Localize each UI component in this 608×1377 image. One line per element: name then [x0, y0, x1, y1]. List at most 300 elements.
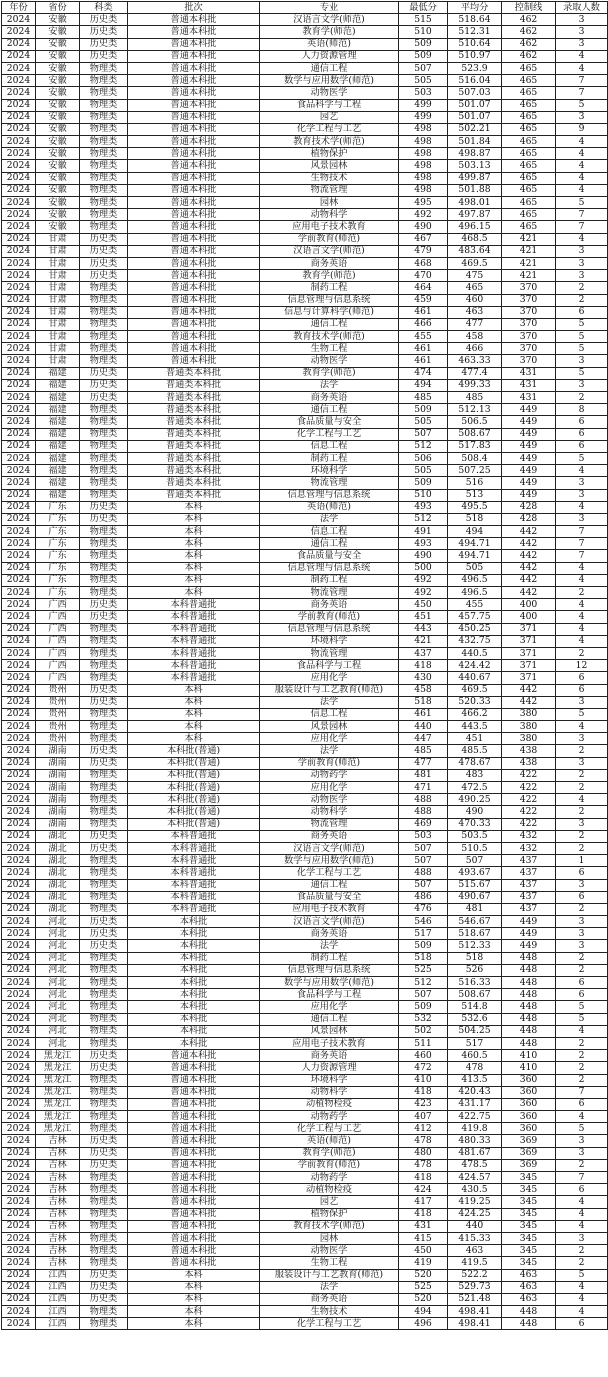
cell-province: 广西	[36, 599, 80, 611]
cell-major: 商务英语	[260, 830, 399, 842]
cell-subject-type: 物理类	[80, 1172, 128, 1184]
cell-major: 园林	[260, 1232, 399, 1244]
cell-major: 化学工程与工艺	[260, 1318, 399, 1330]
cell-admitted-count: 3	[556, 477, 608, 489]
cell-major: 信息与计算科学(师范)	[260, 306, 399, 318]
cell-batch: 普通本科批	[128, 209, 260, 221]
cell-year: 2024	[2, 38, 36, 50]
cell-year: 2024	[2, 1293, 36, 1305]
cell-province: 安徽	[36, 221, 80, 233]
cell-avg-score: 523.9	[448, 62, 502, 74]
cell-batch: 普通类本科批	[128, 367, 260, 379]
cell-admitted-count: 5	[556, 197, 608, 209]
cell-year: 2024	[2, 355, 36, 367]
cell-min-score: 517	[399, 928, 448, 940]
cell-avg-score: 504.25	[448, 1025, 502, 1037]
table-row	[2, 1050, 608, 1062]
cell-admitted-count: 3	[556, 928, 608, 940]
cell-admitted-count: 5	[556, 343, 608, 355]
cell-avg-score: 508.4	[448, 452, 502, 464]
cell-year: 2024	[2, 550, 36, 562]
cell-major: 动植物检疫	[260, 1098, 399, 1110]
cell-min-score: 421	[399, 635, 448, 647]
cell-min-score: 507	[399, 855, 448, 867]
cell-min-score: 469	[399, 818, 448, 830]
cell-min-score: 510	[399, 489, 448, 501]
cell-min-score: 418	[399, 1086, 448, 1098]
cell-control-line: 370	[502, 331, 556, 343]
cell-year: 2024	[2, 331, 36, 343]
cell-batch: 普通本科批	[128, 1135, 260, 1147]
cell-major: 英语(师范)	[260, 501, 399, 513]
cell-year: 2024	[2, 465, 36, 477]
cell-subject-type: 物理类	[80, 416, 128, 428]
cell-min-score: 525	[399, 1281, 448, 1293]
cell-min-score: 407	[399, 1111, 448, 1123]
cell-major: 物流管理	[260, 647, 399, 659]
cell-min-score: 479	[399, 245, 448, 257]
cell-province: 吉林	[36, 1208, 80, 1220]
cell-control-line: 438	[502, 757, 556, 769]
cell-control-line: 465	[502, 123, 556, 135]
cell-province: 广西	[36, 672, 80, 684]
cell-admitted-count: 2	[556, 842, 608, 854]
cell-admitted-count: 5	[556, 452, 608, 464]
cell-admitted-count: 6	[556, 867, 608, 879]
cell-avg-score: 497.87	[448, 209, 502, 221]
cell-year: 2024	[2, 1135, 36, 1147]
table-row	[2, 721, 608, 733]
cell-avg-score: 480.33	[448, 1135, 502, 1147]
cell-avg-score: 413.5	[448, 1074, 502, 1086]
cell-batch: 普通本科批	[128, 270, 260, 282]
cell-subject-type: 物理类	[80, 1196, 128, 1208]
cell-avg-score: 513	[448, 489, 502, 501]
cell-subject-type: 历史类	[80, 38, 128, 50]
cell-min-score: 431	[399, 1220, 448, 1232]
cell-subject-type: 历史类	[80, 684, 128, 696]
cell-admitted-count: 5	[556, 331, 608, 343]
cell-year: 2024	[2, 891, 36, 903]
cell-subject-type: 物理类	[80, 733, 128, 745]
cell-batch: 普通本科批	[128, 1111, 260, 1123]
cell-subject-type: 物理类	[80, 769, 128, 781]
cell-year: 2024	[2, 684, 36, 696]
cell-year: 2024	[2, 416, 36, 428]
table-row	[2, 392, 608, 404]
cell-year: 2024	[2, 1184, 36, 1196]
cell-year: 2024	[2, 1306, 36, 1318]
cell-min-score: 488	[399, 867, 448, 879]
cell-year: 2024	[2, 1050, 36, 1062]
cell-control-line: 360	[502, 1086, 556, 1098]
cell-batch: 普通本科批	[128, 160, 260, 172]
cell-province: 甘肃	[36, 294, 80, 306]
cell-major: 应用电子技术教育	[260, 1037, 399, 1049]
cell-major: 数学与应用数学(师范)	[260, 75, 399, 87]
table-row	[2, 379, 608, 391]
cell-province: 安徽	[36, 62, 80, 74]
cell-subject-type: 物理类	[80, 221, 128, 233]
cell-avg-score: 518	[448, 952, 502, 964]
cell-year: 2024	[2, 1013, 36, 1025]
cell-subject-type: 物理类	[80, 526, 128, 538]
cell-avg-score: 470.33	[448, 818, 502, 830]
cell-control-line: 370	[502, 355, 556, 367]
table-row	[2, 928, 608, 940]
table-row	[2, 1025, 608, 1037]
cell-province: 黑龙江	[36, 1123, 80, 1135]
cell-avg-score: 490	[448, 806, 502, 818]
cell-year: 2024	[2, 197, 36, 209]
cell-admitted-count: 2	[556, 1037, 608, 1049]
cell-subject-type: 历史类	[80, 14, 128, 26]
cell-province: 福建	[36, 452, 80, 464]
table-row	[2, 50, 608, 62]
cell-province: 安徽	[36, 111, 80, 123]
cell-batch: 普通本科批	[128, 26, 260, 38]
cell-min-score: 498	[399, 136, 448, 148]
table-row	[2, 270, 608, 282]
cell-subject-type: 物理类	[80, 404, 128, 416]
cell-min-score: 418	[399, 1172, 448, 1184]
cell-avg-score: 501.07	[448, 111, 502, 123]
cell-admitted-count: 4	[556, 1111, 608, 1123]
cell-avg-score: 512.33	[448, 940, 502, 952]
cell-avg-score: 499.33	[448, 379, 502, 391]
cell-control-line: 448	[502, 1318, 556, 1330]
cell-avg-score: 517	[448, 1037, 502, 1049]
table-row	[2, 1111, 608, 1123]
table-row	[2, 1159, 608, 1171]
cell-control-line: 449	[502, 940, 556, 952]
cell-admitted-count: 2	[556, 1050, 608, 1062]
cell-batch: 普通本科批	[128, 111, 260, 123]
cell-batch: 普通本科批	[128, 1245, 260, 1257]
cell-control-line: 465	[502, 172, 556, 184]
cell-subject-type: 物理类	[80, 635, 128, 647]
cell-subject-type: 物理类	[80, 964, 128, 976]
cell-avg-score: 508.67	[448, 989, 502, 1001]
cell-control-line: 345	[502, 1232, 556, 1244]
cell-major: 数学与应用数学(师范)	[260, 977, 399, 989]
cell-subject-type: 历史类	[80, 830, 128, 842]
cell-avg-score: 507.25	[448, 465, 502, 477]
cell-control-line: 463	[502, 1281, 556, 1293]
cell-major: 法学	[260, 940, 399, 952]
cell-admitted-count: 4	[556, 233, 608, 245]
cell-subject-type: 物理类	[80, 87, 128, 99]
cell-control-line: 410	[502, 1050, 556, 1062]
cell-batch: 本科批	[128, 1001, 260, 1013]
cell-year: 2024	[2, 745, 36, 757]
table-row	[2, 75, 608, 87]
cell-control-line: 369	[502, 1135, 556, 1147]
cell-admitted-count: 6	[556, 1318, 608, 1330]
cell-subject-type: 历史类	[80, 842, 128, 854]
cell-control-line: 345	[502, 1245, 556, 1257]
cell-year: 2024	[2, 87, 36, 99]
table-row	[2, 1123, 608, 1135]
cell-min-score: 494	[399, 1306, 448, 1318]
cell-control-line: 442	[502, 696, 556, 708]
cell-control-line: 380	[502, 708, 556, 720]
cell-admitted-count: 5	[556, 1269, 608, 1281]
cell-province: 吉林	[36, 1159, 80, 1171]
table-row	[2, 879, 608, 891]
cell-admitted-count: 4	[556, 501, 608, 513]
cell-subject-type: 物理类	[80, 891, 128, 903]
cell-control-line: 448	[502, 964, 556, 976]
cell-batch: 普通本科批	[128, 14, 260, 26]
cell-major: 商务英语	[260, 1050, 399, 1062]
cell-admitted-count: 7	[556, 87, 608, 99]
cell-province: 黑龙江	[36, 1098, 80, 1110]
cell-year: 2024	[2, 1232, 36, 1244]
table-row	[2, 221, 608, 233]
cell-batch: 普通本科批	[128, 331, 260, 343]
cell-admitted-count: 8	[556, 404, 608, 416]
cell-admitted-count: 5	[556, 708, 608, 720]
cell-major: 通信工程	[260, 318, 399, 330]
cell-avg-score: 507.03	[448, 87, 502, 99]
cell-avg-score: 496.5	[448, 587, 502, 599]
cell-avg-score: 503.5	[448, 830, 502, 842]
cell-control-line: 345	[502, 1220, 556, 1232]
cell-min-score: 492	[399, 209, 448, 221]
cell-avg-score: 490.25	[448, 794, 502, 806]
cell-min-score: 495	[399, 197, 448, 209]
cell-admitted-count: 4	[556, 172, 608, 184]
cell-province: 安徽	[36, 148, 80, 160]
cell-control-line: 345	[502, 1208, 556, 1220]
cell-year: 2024	[2, 818, 36, 830]
cell-admitted-count: 7	[556, 209, 608, 221]
cell-admitted-count: 3	[556, 257, 608, 269]
cell-province: 河北	[36, 1037, 80, 1049]
table-row	[2, 733, 608, 745]
table-row	[2, 684, 608, 696]
cell-subject-type: 物理类	[80, 282, 128, 294]
cell-min-score: 430	[399, 672, 448, 684]
cell-control-line: 431	[502, 379, 556, 391]
header-subject-type: 科类	[80, 2, 128, 14]
cell-avg-score: 496.5	[448, 574, 502, 586]
cell-min-score: 410	[399, 1074, 448, 1086]
cell-major: 通信工程	[260, 538, 399, 550]
cell-batch: 普通本科批	[128, 1184, 260, 1196]
cell-batch: 本科	[128, 562, 260, 574]
cell-province: 贵州	[36, 696, 80, 708]
table-row	[2, 331, 608, 343]
cell-min-score: 472	[399, 1062, 448, 1074]
cell-subject-type: 物理类	[80, 148, 128, 160]
table-row	[2, 1074, 608, 1086]
cell-admitted-count: 3	[556, 1232, 608, 1244]
cell-batch: 普通类本科批	[128, 392, 260, 404]
cell-batch: 本科普通批	[128, 599, 260, 611]
table-row	[2, 197, 608, 209]
cell-avg-score: 516.33	[448, 977, 502, 989]
cell-year: 2024	[2, 1208, 36, 1220]
cell-batch: 普通本科批	[128, 221, 260, 233]
cell-control-line: 360	[502, 1098, 556, 1110]
cell-major: 动物药学	[260, 1111, 399, 1123]
cell-batch: 普通本科批	[128, 343, 260, 355]
cell-avg-score: 455	[448, 599, 502, 611]
cell-year: 2024	[2, 842, 36, 854]
cell-batch: 本科批	[128, 928, 260, 940]
cell-avg-score: 472.5	[448, 782, 502, 794]
cell-avg-score: 517.83	[448, 440, 502, 452]
table-row	[2, 647, 608, 659]
table-row	[2, 99, 608, 111]
cell-avg-score: 514.8	[448, 1001, 502, 1013]
cell-year: 2024	[2, 14, 36, 26]
cell-control-line: 449	[502, 452, 556, 464]
cell-year: 2024	[2, 172, 36, 184]
table-row	[2, 38, 608, 50]
cell-batch: 本科批	[128, 977, 260, 989]
cell-year: 2024	[2, 794, 36, 806]
cell-batch: 普通本科批	[128, 1232, 260, 1244]
cell-year: 2024	[2, 830, 36, 842]
cell-subject-type: 物理类	[80, 672, 128, 684]
cell-min-score: 464	[399, 282, 448, 294]
cell-province: 安徽	[36, 50, 80, 62]
cell-control-line: 463	[502, 1269, 556, 1281]
cell-subject-type: 历史类	[80, 1135, 128, 1147]
cell-batch: 本科批(普通)	[128, 794, 260, 806]
table-row	[2, 977, 608, 989]
cell-min-score: 509	[399, 1001, 448, 1013]
cell-admitted-count: 2	[556, 1074, 608, 1086]
cell-year: 2024	[2, 270, 36, 282]
cell-batch: 本科批(普通)	[128, 757, 260, 769]
cell-subject-type: 物理类	[80, 818, 128, 830]
cell-major: 商务英语	[260, 1293, 399, 1305]
cell-min-score: 512	[399, 977, 448, 989]
cell-subject-type: 物理类	[80, 172, 128, 184]
cell-avg-score: 440.67	[448, 672, 502, 684]
cell-batch: 本科普通批	[128, 903, 260, 915]
header-min-score: 最低分	[399, 2, 448, 14]
cell-year: 2024	[2, 306, 36, 318]
cell-batch: 普通本科批	[128, 1220, 260, 1232]
cell-control-line: 421	[502, 233, 556, 245]
cell-avg-score: 481	[448, 903, 502, 915]
cell-control-line: 442	[502, 574, 556, 586]
cell-major: 学前教育(师范)	[260, 233, 399, 245]
cell-batch: 普通类本科批	[128, 379, 260, 391]
cell-min-score: 485	[399, 745, 448, 757]
cell-control-line: 428	[502, 501, 556, 513]
cell-major: 生物工程	[260, 1257, 399, 1269]
cell-admitted-count: 1	[556, 855, 608, 867]
cell-major: 信息管理与信息系统	[260, 623, 399, 635]
cell-year: 2024	[2, 99, 36, 111]
cell-admitted-count: 4	[556, 1306, 608, 1318]
cell-avg-score: 518	[448, 513, 502, 525]
cell-major: 食品科学与工程	[260, 660, 399, 672]
cell-avg-score: 481.67	[448, 1147, 502, 1159]
cell-province: 江西	[36, 1281, 80, 1293]
table-row	[2, 867, 608, 879]
cell-admitted-count: 4	[556, 1196, 608, 1208]
cell-major: 物流管理	[260, 587, 399, 599]
cell-min-score: 470	[399, 270, 448, 282]
cell-batch: 本科普通批	[128, 623, 260, 635]
cell-subject-type: 物理类	[80, 465, 128, 477]
cell-year: 2024	[2, 733, 36, 745]
cell-batch: 普通本科批	[128, 184, 260, 196]
cell-admitted-count: 6	[556, 989, 608, 1001]
cell-min-score: 507	[399, 842, 448, 854]
cell-year: 2024	[2, 562, 36, 574]
table-row	[2, 282, 608, 294]
cell-province: 安徽	[36, 87, 80, 99]
cell-avg-score: 496.15	[448, 221, 502, 233]
cell-subject-type: 历史类	[80, 367, 128, 379]
cell-min-score: 502	[399, 1025, 448, 1037]
cell-subject-type: 物理类	[80, 587, 128, 599]
cell-avg-score: 507	[448, 855, 502, 867]
cell-major: 物流管理	[260, 184, 399, 196]
cell-admitted-count: 4	[556, 623, 608, 635]
cell-batch: 普通本科批	[128, 197, 260, 209]
cell-avg-score: 478.5	[448, 1159, 502, 1171]
cell-batch: 本科	[128, 1318, 260, 1330]
cell-subject-type: 物理类	[80, 660, 128, 672]
table-header-row	[2, 2, 608, 14]
cell-major: 风景园林	[260, 721, 399, 733]
cell-min-score: 467	[399, 233, 448, 245]
cell-control-line: 442	[502, 562, 556, 574]
cell-subject-type: 物理类	[80, 1111, 128, 1123]
cell-province: 黑龙江	[36, 1050, 80, 1062]
cell-control-line: 442	[502, 587, 556, 599]
cell-subject-type: 物理类	[80, 1123, 128, 1135]
cell-admitted-count: 2	[556, 587, 608, 599]
cell-min-score: 460	[399, 1050, 448, 1062]
cell-province: 江西	[36, 1306, 80, 1318]
cell-admitted-count: 2	[556, 1159, 608, 1171]
cell-batch: 本科批(普通)	[128, 818, 260, 830]
cell-subject-type: 物理类	[80, 1208, 128, 1220]
cell-subject-type: 历史类	[80, 501, 128, 513]
table-row	[2, 696, 608, 708]
cell-admitted-count: 3	[556, 14, 608, 26]
cell-year: 2024	[2, 647, 36, 659]
cell-year: 2024	[2, 757, 36, 769]
cell-year: 2024	[2, 635, 36, 647]
cell-batch: 本科批	[128, 952, 260, 964]
cell-province: 安徽	[36, 123, 80, 135]
cell-min-score: 424	[399, 1184, 448, 1196]
table-row	[2, 623, 608, 635]
cell-major: 信息管理与信息系统	[260, 964, 399, 976]
cell-subject-type: 历史类	[80, 1269, 128, 1281]
header-year: 年份	[2, 2, 36, 14]
cell-avg-score: 501.84	[448, 136, 502, 148]
table-row	[2, 465, 608, 477]
cell-province: 广东	[36, 574, 80, 586]
table-row	[2, 172, 608, 184]
cell-subject-type: 物理类	[80, 647, 128, 659]
cell-avg-score: 485	[448, 392, 502, 404]
cell-batch: 本科批(普通)	[128, 769, 260, 781]
cell-batch: 本科	[128, 587, 260, 599]
